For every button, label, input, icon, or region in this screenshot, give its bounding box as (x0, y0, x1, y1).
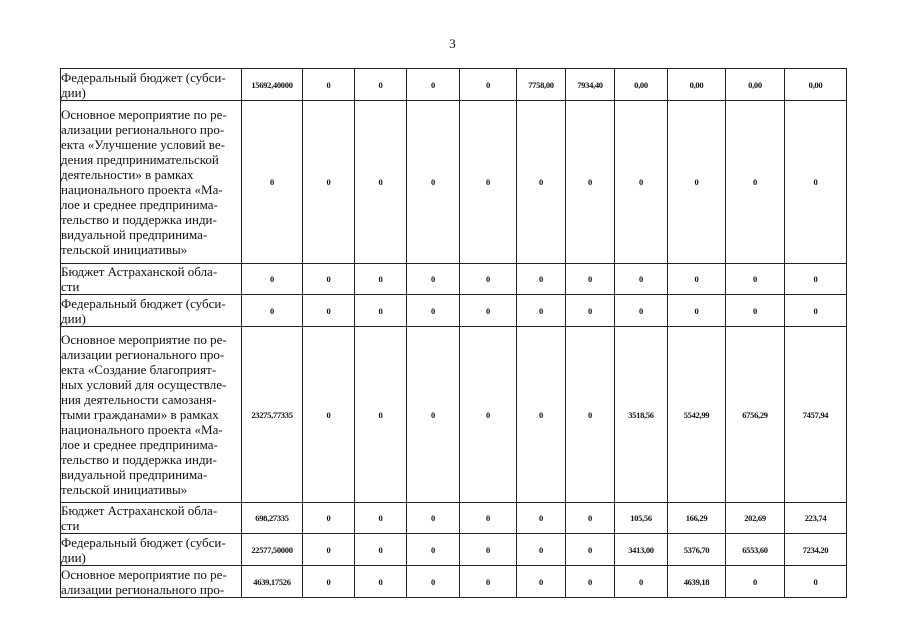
value-cell: 0 (355, 534, 407, 566)
row-description: Бюджет Астраханской обла- сти (61, 264, 242, 295)
value-cell: 0 (517, 503, 566, 534)
value-cell: 0 (460, 566, 517, 598)
value-cell: 0 (407, 503, 460, 534)
value-cell: 0 (460, 101, 517, 264)
value-cell: 0 (566, 327, 615, 503)
row-description: Федеральный бюджет (субси- дии) (61, 69, 242, 101)
value-cell: 0 (303, 566, 355, 598)
value-cell: 0 (785, 264, 847, 295)
value-cell: 7234,20 (785, 534, 847, 566)
table-row (61, 503, 847, 534)
value-cell: 0 (303, 503, 355, 534)
value-cell: 7934,40 (566, 69, 615, 101)
value-cell: 0 (460, 69, 517, 101)
value-cell: 0 (517, 101, 566, 264)
value-cell: 0 (407, 327, 460, 503)
value-cell: 0 (303, 69, 355, 101)
value-cell: 15692,40000 (242, 69, 303, 101)
value-cell: 0 (242, 101, 303, 264)
value-cell: 0 (355, 503, 407, 534)
value-cell: 22577,50000 (242, 534, 303, 566)
value-cell: 0 (726, 566, 785, 598)
value-cell: 0 (726, 295, 785, 327)
table-row (61, 69, 847, 101)
value-cell: 0 (355, 101, 407, 264)
value-cell: 0 (407, 69, 460, 101)
value-cell: 7457,94 (785, 327, 847, 503)
table-row (61, 264, 847, 295)
value-cell: 7758,00 (517, 69, 566, 101)
value-cell: 4639,17526 (242, 566, 303, 598)
budget-table (60, 68, 847, 598)
row-description: Основное мероприятие по ре- ализации регионального про- екта «Улучшение условий ве- дения предпринимательской деятельности» в рамках национального проекта «Ма- лое и среднее предпринима- тельство и поддержка инди- видуальной предпринима- тельской инициативы» (61, 101, 242, 264)
value-cell: 0 (355, 295, 407, 327)
table-row (61, 295, 847, 327)
value-cell: 0 (668, 101, 726, 264)
value-cell: 0 (460, 295, 517, 327)
value-cell: 0 (726, 101, 785, 264)
value-cell: 0 (460, 534, 517, 566)
value-cell: 23275,77335 (242, 327, 303, 503)
value-cell: 3413,00 (615, 534, 668, 566)
value-cell: 4639,18 (668, 566, 726, 598)
value-cell: 0 (355, 69, 407, 101)
value-cell: 0 (303, 264, 355, 295)
value-cell: 0 (517, 534, 566, 566)
value-cell: 0 (615, 264, 668, 295)
value-cell: 698,27335 (242, 503, 303, 534)
value-cell: 0 (615, 566, 668, 598)
value-cell: 5376,70 (668, 534, 726, 566)
value-cell: 6756,29 (726, 327, 785, 503)
value-cell: 0 (355, 264, 407, 295)
row-description: Федеральный бюджет (субси- дии) (61, 534, 242, 566)
value-cell: 6553,60 (726, 534, 785, 566)
value-cell: 0 (460, 503, 517, 534)
value-cell: 3518,56 (615, 327, 668, 503)
table-row (61, 534, 847, 566)
value-cell: 0 (460, 327, 517, 503)
value-cell: 0 (615, 295, 668, 327)
value-cell: 5542,99 (668, 327, 726, 503)
row-description: Федеральный бюджет (субси- дии) (61, 295, 242, 327)
value-cell: 0 (407, 534, 460, 566)
value-cell: 0 (355, 566, 407, 598)
value-cell: 0 (407, 566, 460, 598)
value-cell: 0,00 (668, 69, 726, 101)
row-description: Основное мероприятие по ре- ализации регионального про- (61, 566, 242, 598)
value-cell: 0,00 (726, 69, 785, 101)
value-cell: 0 (517, 264, 566, 295)
value-cell: 0 (566, 101, 615, 264)
value-cell: 0 (517, 327, 566, 503)
value-cell: 0 (407, 295, 460, 327)
value-cell: 0 (566, 503, 615, 534)
value-cell: 0 (726, 264, 785, 295)
page-number: 3 (449, 36, 456, 51)
value-cell: 0,00 (615, 69, 668, 101)
value-cell: 0 (668, 295, 726, 327)
value-cell: 0 (566, 534, 615, 566)
value-cell: 0 (517, 566, 566, 598)
value-cell: 202,69 (726, 503, 785, 534)
value-cell: 0 (785, 295, 847, 327)
value-cell: 0 (407, 264, 460, 295)
value-cell: 0 (785, 101, 847, 264)
value-cell: 0 (566, 264, 615, 295)
table-row (61, 327, 847, 503)
value-cell: 0 (615, 101, 668, 264)
value-cell: 0 (566, 295, 615, 327)
value-cell: 105,56 (615, 503, 668, 534)
value-cell: 0 (355, 327, 407, 503)
value-cell: 0,00 (785, 69, 847, 101)
value-cell: 0 (785, 566, 847, 598)
value-cell: 0 (407, 101, 460, 264)
value-cell: 0 (303, 101, 355, 264)
value-cell: 0 (460, 264, 517, 295)
value-cell: 0 (517, 295, 566, 327)
value-cell: 0 (566, 566, 615, 598)
table-row (61, 566, 847, 598)
row-description: Основное мероприятие по ре- ализации регионального про- екта «Создание благоприят- ных условий для осуществле- ния деятельности самозаня- тыми гражданами» в рамках национального проекта «Ма- лое и среднее предпринима- тельство и поддержка инди- видуальной предпринима- тельской инициативы» (61, 327, 242, 503)
value-cell: 0 (668, 264, 726, 295)
value-cell: 166,29 (668, 503, 726, 534)
table-row (61, 101, 847, 264)
value-cell: 0 (303, 295, 355, 327)
value-cell: 0 (242, 264, 303, 295)
row-description: Бюджет Астраханской обла- сти (61, 503, 242, 534)
value-cell: 0 (242, 295, 303, 327)
value-cell: 0 (303, 534, 355, 566)
value-cell: 223,74 (785, 503, 847, 534)
value-cell: 0 (303, 327, 355, 503)
